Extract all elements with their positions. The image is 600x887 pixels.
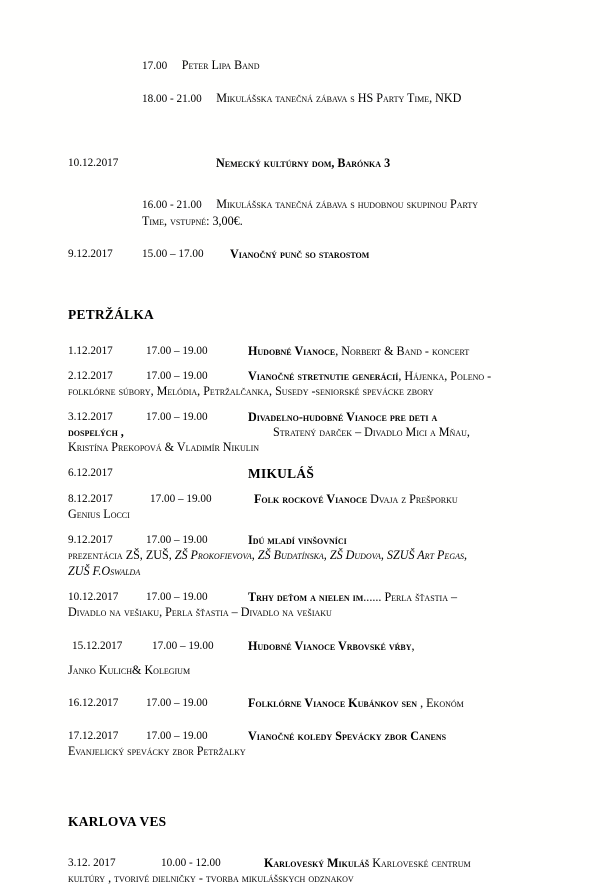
event-detail: , Norbert & Band - koncert bbox=[335, 344, 470, 359]
prezentacia-label: prezentácia bbox=[68, 547, 123, 562]
event-title: Folk rockové Vianoce bbox=[254, 491, 368, 506]
event-row bbox=[68, 410, 538, 425]
event-time: 17.00 – 19.00 bbox=[152, 639, 214, 652]
event-detail: , Ekonóm bbox=[417, 696, 464, 711]
event-continuation bbox=[68, 507, 538, 523]
event-date: 16.12.2017 bbox=[68, 697, 119, 710]
event-row bbox=[68, 91, 538, 107]
event-time: 16.00 - 21.00 bbox=[142, 199, 202, 212]
event-row bbox=[68, 639, 538, 654]
event-date: 9.12.2017 bbox=[68, 248, 113, 261]
event-time: 10.00 - 12.00 bbox=[161, 856, 221, 869]
event-title: Karloveský Mikuláš bbox=[264, 855, 370, 870]
event-row bbox=[68, 247, 538, 262]
event-title: Vianočné koledy Spevácky zbor Canens bbox=[248, 728, 447, 743]
event-row bbox=[68, 856, 538, 871]
event-date: 6.12.2017 bbox=[68, 466, 113, 479]
event-continuation-text: Janko Kulich& Kolegium bbox=[68, 662, 191, 677]
event-title-group bbox=[264, 856, 471, 872]
event-row bbox=[68, 696, 538, 711]
event-row bbox=[68, 197, 538, 213]
event-detail: , Hájenka, Poleno - bbox=[398, 368, 492, 383]
event-continuation bbox=[68, 548, 538, 564]
event-time: 15.00 – 17.00 bbox=[142, 248, 204, 261]
event-continuation bbox=[68, 663, 538, 679]
event-time: 17.00 – 19.00 bbox=[150, 492, 212, 505]
event-title-group bbox=[248, 410, 437, 426]
event-row bbox=[68, 369, 538, 384]
event-title-group bbox=[248, 729, 446, 745]
event-continuation-text: folklórne súbory, Melódia, Petržalčanka, Susedy -seniorské spevácke zbory bbox=[68, 384, 434, 399]
event-continuation bbox=[68, 605, 538, 621]
event-row bbox=[68, 466, 538, 483]
event-row bbox=[68, 492, 538, 507]
event-row bbox=[68, 58, 538, 74]
event-title-cont: dospelých , bbox=[68, 424, 124, 439]
subsection-heading-mikulas: MIKULÁŠ bbox=[248, 465, 315, 481]
event-detail: Dvaja z Prešporku bbox=[367, 491, 458, 506]
event-title-group bbox=[248, 590, 457, 606]
event-row bbox=[68, 590, 538, 605]
event-title: Idú mladí vinšovníci bbox=[248, 532, 347, 547]
event-title-group bbox=[248, 369, 491, 385]
event-continuation-text: Genius Locci bbox=[68, 507, 130, 522]
event-title-cont-text: Time, vstupné: 3,00€. bbox=[142, 213, 243, 228]
event-time: 17.00 bbox=[142, 60, 168, 72]
venue-row bbox=[68, 156, 538, 171]
event-continuation-text: Divadlo na vešiaku, Perla šťastia – Divadlo na vešiaku bbox=[68, 605, 332, 620]
event-continuation bbox=[68, 871, 538, 887]
event-date: 9.12.2017 bbox=[68, 533, 113, 546]
section-heading-karlova-ves: KARLOVA VES bbox=[68, 813, 167, 829]
event-continuation bbox=[68, 744, 538, 760]
event-title: Divadelno-hudobné Vianoce pre deti a bbox=[248, 409, 438, 424]
event-time: 17.00 – 19.00 bbox=[146, 369, 208, 382]
event-date: 17.12.2017 bbox=[68, 729, 119, 742]
event-time: 17.00 – 19.00 bbox=[146, 533, 208, 546]
event-time: 17.00 – 19.00 bbox=[146, 410, 208, 423]
event-date: 1.12.2017 bbox=[68, 345, 113, 358]
event-title: Folklórne Vianoce Kubánkov sen bbox=[248, 696, 418, 711]
event-time: 17.00 – 19.00 bbox=[146, 345, 208, 358]
event-row bbox=[68, 344, 538, 359]
event-date: 15.12.2017 bbox=[72, 639, 123, 652]
event-title: Vianočný punč so starostom bbox=[230, 247, 370, 262]
event-continuation bbox=[68, 384, 538, 400]
event-title-continuation bbox=[68, 214, 538, 230]
event-continuation bbox=[68, 425, 538, 440]
event-title: Hudobné Vianoce bbox=[248, 344, 336, 359]
event-continuation bbox=[68, 564, 538, 580]
venue-date: 10.12.2017 bbox=[68, 156, 119, 169]
event-row bbox=[68, 533, 538, 548]
event-date: 8.12.2017 bbox=[68, 492, 113, 505]
event-title-group bbox=[254, 492, 458, 508]
event-title-group bbox=[248, 696, 464, 712]
event-date: 3.12.2017 bbox=[68, 410, 113, 423]
event-title-group bbox=[248, 533, 347, 549]
event-title-group bbox=[248, 344, 469, 360]
event-title: Vianočné stretnutie generácií bbox=[248, 368, 399, 383]
event-date: 3.12. 2017 bbox=[68, 856, 116, 869]
event-detail: , bbox=[411, 638, 415, 653]
event-continuation-text: kultúry , tvorivé dielničky - tvorba mikulášskych odznakov bbox=[68, 870, 354, 885]
event-detail: ...... Perla šťastia – bbox=[363, 589, 458, 604]
event-title: Peter Lipa Band bbox=[181, 58, 260, 72]
prezentacia-plain: ZŠ, ZUŠ, bbox=[122, 547, 175, 562]
event-time: 17.00 – 19.00 bbox=[146, 729, 208, 742]
event-detail-cont: Stratený darček – Divadlo Mici a Mňau, bbox=[273, 424, 470, 439]
event-date: 2.12.2017 bbox=[68, 369, 113, 382]
event-row bbox=[68, 729, 538, 744]
event-title: Hudobné Vianoce Vrbovské vŕby bbox=[248, 638, 412, 653]
event-time: 17.00 – 19.00 bbox=[146, 697, 208, 710]
section-heading-petrzalka: PETRŽÁLKA bbox=[68, 307, 155, 323]
venue-name: Nemecký kultúrny dom, Barónka 3 bbox=[216, 155, 391, 170]
event-continuation-text: Kristína Prekopová & Vladimír Nikulin bbox=[68, 440, 260, 455]
prezentacia-schools: ZŠ Prokofievova, ZŠ Budatínska, ZŠ Dudova, SZUŠ Art Pegas, bbox=[174, 547, 468, 562]
event-title: Trhy deťom a nielen im bbox=[248, 589, 364, 604]
event-date: 10.12.2017 bbox=[68, 590, 119, 603]
document-body bbox=[68, 58, 538, 887]
event-detail: Karloveské centrum bbox=[369, 855, 471, 870]
event-continuation bbox=[68, 440, 538, 456]
event-time: 17.00 – 19.00 bbox=[146, 590, 208, 603]
prezentacia-schools-cont: ZUŠ F.Oswalda bbox=[68, 564, 141, 579]
event-title-group bbox=[248, 639, 415, 655]
event-continuation-text: Evanjelický spevácky zbor Petržalky bbox=[68, 744, 246, 759]
event-title: Mikulášska tanečná zábava s hudobnou skupinou Party bbox=[216, 197, 479, 212]
event-time: 18.00 - 21.00 bbox=[142, 93, 202, 106]
event-title: Mikulášska tanečná zábava s HS Party Time, NKD bbox=[216, 91, 462, 106]
